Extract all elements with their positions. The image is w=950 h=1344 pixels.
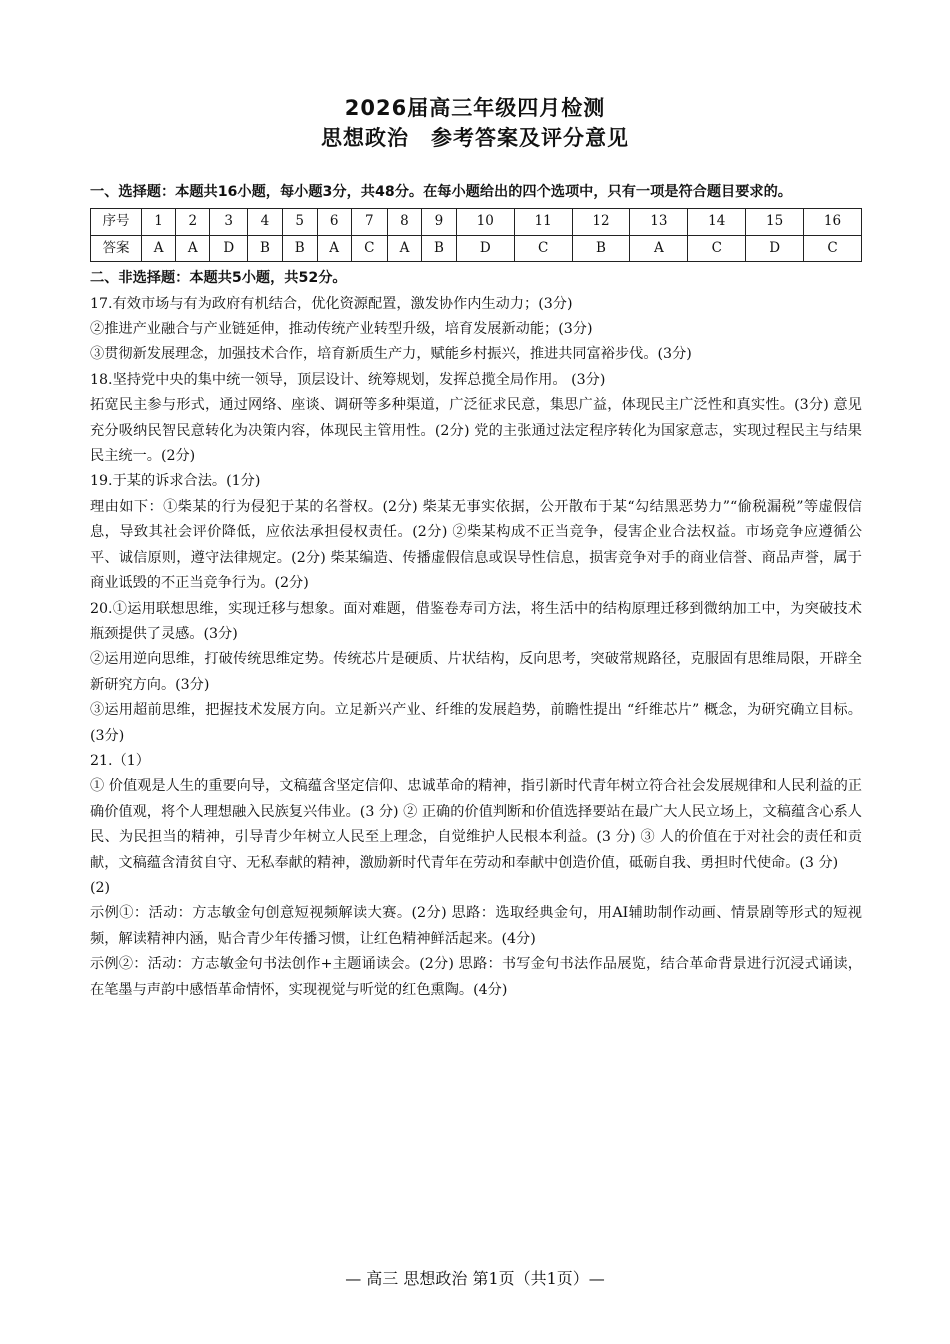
table-cell: C bbox=[804, 235, 862, 261]
answer-paragraph: 示例②：活动：方志敏金句书法创作+主题诵读会。(2分) 思路：书写金句书法作品展览，结合革命背景进行沉浸式诵读，在笔墨与声韵中感悟革命情怀，实现视觉与听觉的红色熏陶。(4分) bbox=[90, 956, 862, 998]
table-cell: D bbox=[746, 235, 804, 261]
table-cell: D bbox=[210, 235, 248, 261]
table-cell: A bbox=[387, 235, 421, 261]
answer-paragraph: ① 价值观是人生的重要向导，文稿蕴含坚定信仰、忠诚革命的精神，指引新时代青年树立符合社会发展规律和人民利益的正确价值观，将个人理想融入民族复兴伟业。(3 分) ② 正确的价值判断和价值选择要站在最广大人民立场上，文稿蕴含心系人民、为民担当的精神，引导青少年树立人民至上理念，自觉维护人民根本利益。(3 分) ③ 人的价值在于对社会的责任和贡献，文稿蕴含清贫自守、无私奉献的精神，激励新时代青年在劳动和奉献中创造价值，砥砺自我、勇担时代使命。(3 分) bbox=[90, 778, 862, 871]
table-cell: C bbox=[514, 235, 572, 261]
answer-paragraph: 20.①运用联想思维，实现迁移与想象。面对难题，借鉴卷寿司方法，将生活中的结构原理迁移到微纳加工中，为突破技术瓶颈提供了灵感。(3分) bbox=[90, 600, 862, 642]
answer-paragraph: (2) bbox=[90, 879, 111, 896]
table-cell: B bbox=[422, 235, 457, 261]
table-cell: 13 bbox=[630, 209, 688, 235]
answer-paragraph: ③运用超前思维，把握技术发展方向。立足新兴产业、纤维的发展趋势，前瞻性提出 “纤维芯片” 概念，为研究确立目标。(3分) bbox=[90, 702, 862, 744]
table-cell: 1 bbox=[142, 209, 176, 235]
table-cell: 7 bbox=[351, 209, 387, 235]
answer-paragraph: 理由如下：①柴某的行为侵犯于某的名誉权。(2分) 柴某无事实依据，公开散布于某“勾结黑恶势力”“偷税漏税”等虚假信息，导致其社会评价降低，应依法承担侵权责任。(2分) ②柴某构成不正当竞争，侵害企业合法权益。市场竞争应遵循公平、诚信原则，遵守法律规定。(2分) 柴某编造、传播虚假信息或误导性信息，损害竞争对手的商业信誉、商品声誉，属于商业诋毁的不正当竞争行为。(2分) bbox=[90, 498, 862, 592]
table-cell: C bbox=[688, 235, 746, 261]
table-cell: 9 bbox=[422, 209, 457, 235]
table-cell: B bbox=[282, 235, 317, 261]
answer-table bbox=[90, 208, 862, 262]
table-cell: 5 bbox=[282, 209, 317, 235]
answer-paragraph: ②推进产业融合与产业链延伸，推动传统产业转型升级，培育发展新动能；(3分) bbox=[90, 321, 593, 338]
table-cell: A bbox=[142, 235, 176, 261]
section-2-heading: 二、非选择题：本题共5小题，共52分。 bbox=[90, 270, 347, 287]
table-cell: 4 bbox=[248, 209, 283, 235]
table-cell: 16 bbox=[804, 209, 862, 235]
document-body bbox=[90, 180, 862, 1003]
table-cell: A bbox=[630, 235, 688, 261]
page-title: 2026届高三年级四月检测 bbox=[344, 96, 606, 120]
answer-row bbox=[91, 235, 862, 261]
page-footer: — 高三 思想政治 第1页（共1页）— bbox=[345, 1269, 605, 1288]
row-label-answer: 答案 bbox=[91, 235, 142, 261]
answer-paragraph: 21.（1） bbox=[90, 752, 150, 769]
answer-paragraph: 18.坚持党中央的集中统一领导，顶层设计、统筹规划，发挥总揽全局作用。 (3分) bbox=[90, 371, 606, 388]
table-cell: B bbox=[572, 235, 630, 261]
table-cell: 8 bbox=[387, 209, 421, 235]
table-cell: 2 bbox=[176, 209, 210, 235]
table-cell: D bbox=[456, 235, 514, 261]
answer-paragraph: 19.于某的诉求合法。(1分) bbox=[90, 473, 261, 490]
answer-paragraph: 17.有效市场与有为政府有机结合，优化资源配置，激发协作内生动力；(3分) bbox=[90, 295, 573, 312]
answer-paragraph: ③贯彻新发展理念，加强技术合作，培育新质生产力，赋能乡村振兴，推进共同富裕步伐。(3分) bbox=[90, 346, 692, 363]
table-cell: C bbox=[351, 235, 387, 261]
section-1-heading: 一、选择题：本题共16小题，每小题3分，共48分。在每小题给出的四个选项中，只有一项是符合题目要求的。 bbox=[90, 184, 792, 200]
row-label-number: 序号 bbox=[91, 209, 142, 235]
question-number-row bbox=[91, 209, 862, 235]
table-cell: 15 bbox=[746, 209, 804, 235]
table-cell: 3 bbox=[210, 209, 248, 235]
table-cell: 12 bbox=[572, 209, 630, 235]
table-cell: 11 bbox=[514, 209, 572, 235]
answer-paragraph: ②运用逆向思维，打破传统思维定势。传统芯片是硬质、片状结构，反向思考，突破常规路径，克服固有思维局限，开辟全新研究方向。(3分) bbox=[90, 651, 862, 693]
page-subtitle: 思想政治 参考答案及评分意见 bbox=[321, 126, 629, 150]
table-cell: 14 bbox=[688, 209, 746, 235]
table-cell: A bbox=[176, 235, 210, 261]
answer-paragraph: 示例①：活动：方志敏金句创意短视频解读大赛。(2分) 思路：选取经典金句，用AI辅助制作动画、情景剧等形式的短视频，解读精神内涵，贴合青少年传播习惯，让红色精神鲜活起来。(4分) bbox=[90, 905, 862, 947]
answer-paragraph: 拓宽民主参与形式，通过网络、座谈、调研等多种渠道，广泛征求民意，集思广益，体现民主广泛性和真实性。(3分) 意见充分吸纳民智民意转化为决策内容，体现民主管用性。(2分) 党的主张通过法定程序转化为国家意志，实现过程民主与结果民主统一。(2分) bbox=[90, 397, 862, 465]
table-cell: B bbox=[248, 235, 283, 261]
table-cell: A bbox=[317, 235, 351, 261]
table-cell: 6 bbox=[317, 209, 351, 235]
table-cell: 10 bbox=[456, 209, 514, 235]
